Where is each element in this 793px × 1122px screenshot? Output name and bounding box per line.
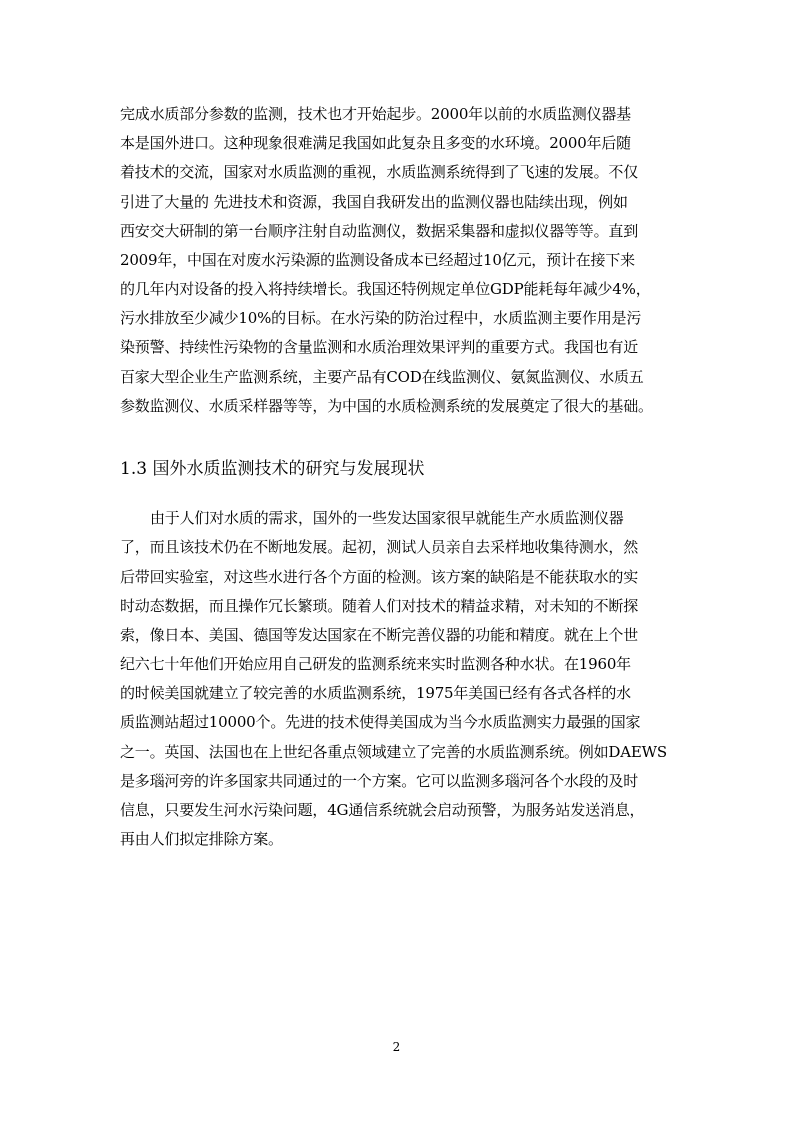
paragraph-2-line: 纪六七十年他们开始应用自己研发的监测系统来实时监测各种水状。在1960年: [120, 655, 631, 673]
paragraph-1-line: 染预警、持续性污染物的含量监测和水质治理效果评判的重要方式。我国也有近: [120, 338, 639, 356]
paragraph-1-line: 本是国外进口。这种现象很难满足我国如此复杂且多变的水环境。2000年后随: [120, 134, 631, 152]
paragraph-2-line: 再由人们拟定排除方案。: [120, 830, 283, 848]
paragraph-1-line: 引进了大量的 先进技术和资源，我国自我研发出的监测仪器也陆续出现，例如: [120, 193, 628, 211]
paragraph-2-line: 质监测站超过10000个。先进的技术使得美国成为当今水质监测实力最强的国家: [120, 713, 641, 731]
paragraph-1-line: 完成水质部分参数的监测，技术也才开始起步。2000年以前的水质监测仪器基: [120, 105, 631, 123]
page-number: 2: [392, 1040, 401, 1054]
paragraph-2-line: 信息，只要发生河水污染问题，4G通信系统就会启动预警，为服务站发送消息，: [120, 801, 645, 819]
paragraph-2-line: 由于人们对水质的需求，国外的一些发达国家很早就能生产水质监测仪器: [150, 509, 624, 527]
paragraph-2-line: 索，像日本、美国、德国等发达国家在不断完善仪器的功能和精度。就在上个世: [120, 626, 639, 644]
paragraph-1-line: 百家大型企业生产监测系统，主要产品有COD在线监测仪、氨氮监测仪、水质五: [120, 368, 644, 386]
paragraph-2-line: 时动态数据，而且操作冗长繁琐。随着人们对技术的精益求精，对未知的不断探: [120, 597, 639, 615]
paragraph-1-line: 污水排放至少减少10%的目标。在水污染的防治过程中，水质监测主要作用是污: [120, 309, 642, 327]
paragraph-2-line: 的时候美国就建立了较完善的水质监测系统，1975年美国已经有各式各样的水: [120, 684, 631, 702]
paragraph-2-line: 了，而且该技术仍在不断地发展。起初，测试人员亲自去采样地收集待测水，然: [120, 538, 639, 556]
paragraph-2-line: 后带回实验室，对这些水进行各个方面的检测。该方案的缺陷是不能获取水的实: [120, 568, 639, 586]
paragraph-1-line: 西安交大研制的第一台顺序注射自动监测仪，数据采集器和虚拟仪器等等。直到: [120, 222, 639, 240]
paragraph-1-line: 着技术的交流，国家对水质监测的重视，水质监测系统得到了飞速的发展。不仅: [120, 163, 639, 181]
paragraph-2-line: 是多瑙河旁的许多国家共同通过的一个方案。它可以监测多瑙河各个水段的及时: [120, 772, 639, 790]
section-heading: 1.3 国外水质监测技术的研究与发展现状: [120, 459, 425, 479]
paragraph-1-line: 2009年，中国在对废水污染源的监测设备成本已经超过10亿元，预计在接下来: [120, 251, 635, 269]
paragraph-2-line: 之一。英国、法国也在上世纪各重点领域建立了完善的水质监测系统。例如DAEWS: [120, 743, 667, 761]
paragraph-1-line: 参数监测仪、水质采样器等等，为中国的水质检测系统的发展奠定了很大的基础。: [120, 397, 653, 415]
paragraph-1-line: 的几年内对设备的投入将持续增长。我国还特例规定单位GDP能耗每年减少4%，: [120, 280, 651, 298]
